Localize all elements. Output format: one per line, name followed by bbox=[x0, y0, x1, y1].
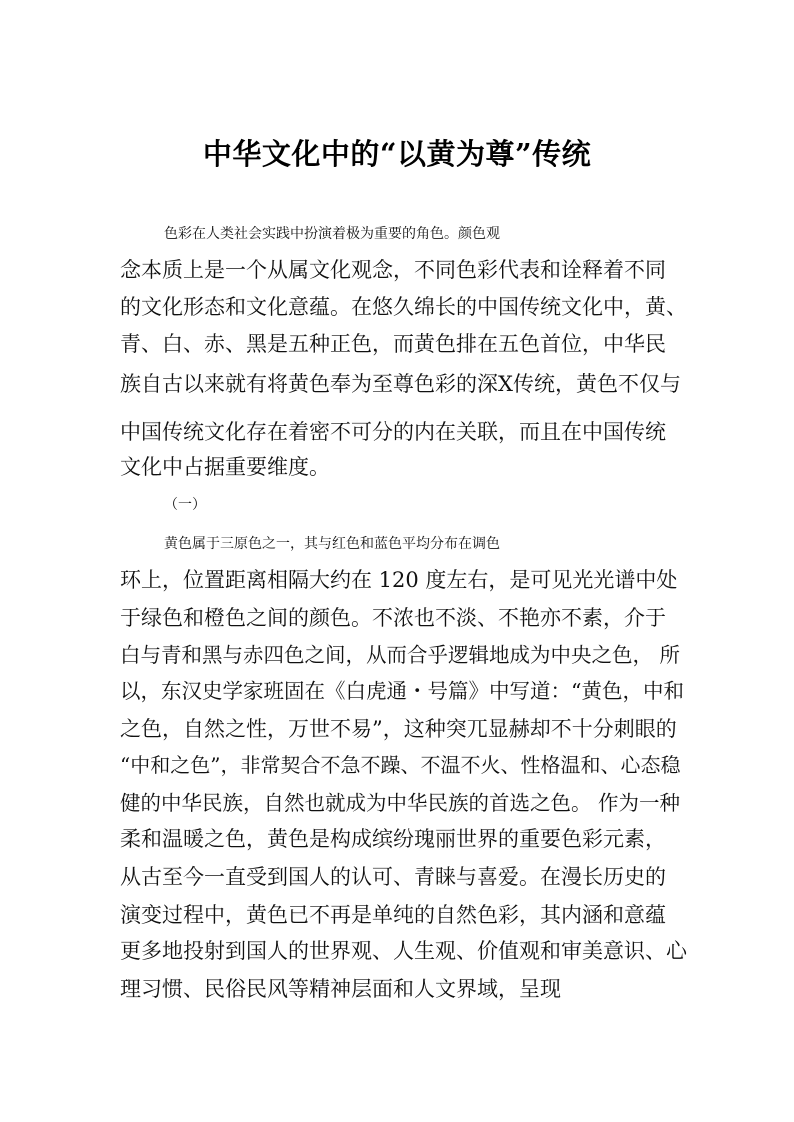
paragraph-line: 以，东汉史学家班固在《白虎通・号篇》中写道：“黄色，中和 bbox=[120, 679, 684, 703]
paragraph-line: 中国传统文化存在着密不可分的内在关联，而且在中国传统 bbox=[120, 420, 666, 444]
paragraph-line: 于绿色和橙色之间的颜色。不浓也不淡、不艳亦不素，介于 bbox=[120, 606, 666, 630]
paragraph-line: 白与青和黑与赤四色之间，从而合乎逻辑地成为中央之色， 所 bbox=[120, 643, 681, 667]
paragraph-line: 青、白、赤、黑是五种正色，而黄色排在五色首位，中华民 bbox=[120, 332, 666, 356]
paragraph-line: 黄色属于三原色之一，其与红色和蓝色平均分布在调色 bbox=[164, 536, 500, 552]
paragraph-line: 念本质上是一个从属文化观念，不同色彩代表和诠释着不同 bbox=[120, 258, 666, 282]
section-heading: （一） bbox=[164, 497, 206, 513]
paragraph-line: 的文化形态和文化意蕴。在悠久绵长的中国传统文化中，黄、 bbox=[120, 295, 687, 319]
paragraph-line: “中和之色”，非常契合不急不躁、不温不火、性格温和、心态稳 bbox=[120, 753, 681, 777]
paragraph-line: 健的中华民族，自然也就成为中华民族的首选之色。 作为一种 bbox=[120, 791, 681, 815]
paragraph-line: 色彩在人类社会实践中扮演着极为重要的角色。颜色观 bbox=[164, 226, 500, 242]
paragraph-line: 更多地投射到国人的世界观、人生观、价值观和审美意识、心 bbox=[120, 939, 687, 963]
paragraph-line: 环上，位置距离相隔大约在 120 度左右，是可见光光谱中处 bbox=[120, 568, 678, 592]
paragraph-line: 之色，自然之性，万世不易”，这种突兀显赫却不十分刺眼的 bbox=[120, 717, 677, 741]
paragraph-line: 族自古以来就有将黄色奉为至尊色彩的深X传统，黄色不仅与 bbox=[120, 372, 681, 396]
paragraph-line: 理习惯、民俗民风等精神层面和人文界域，呈现 bbox=[120, 977, 561, 1001]
paragraph-line: 柔和温暖之色，黄色是构成缤纷瑰丽世界的重要色彩元素， bbox=[120, 827, 666, 851]
paragraph-line: 从古至今一直受到国人的认可、青睐与喜爱。在漫长历史的 bbox=[120, 865, 666, 889]
paragraph-line: 演变过程中，黄色已不再是单纯的自然色彩，其内涵和意蕴 bbox=[120, 903, 666, 927]
paragraph-line: 文化中占据重要维度。 bbox=[120, 455, 330, 479]
document-title: 中华文化中的“以黄为尊”传统 bbox=[202, 137, 592, 171]
